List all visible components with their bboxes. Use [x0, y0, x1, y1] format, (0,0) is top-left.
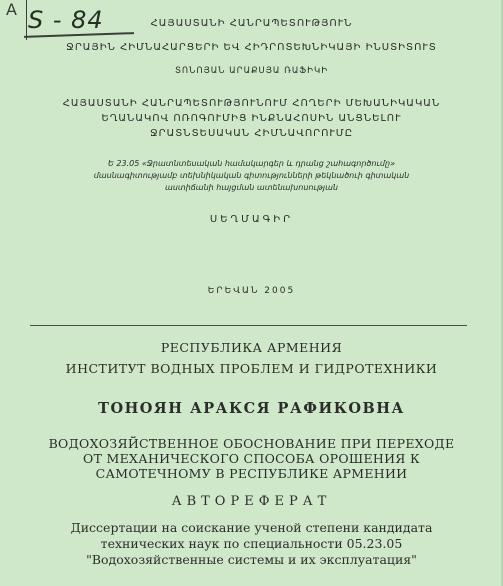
russian-dissertation-note: Диссертации на соискание ученой степени кандидата технических наук по специальности 05.23.05 "Водохозяйственные системы и их эксплуатация": [70, 520, 433, 567]
section-divider: [30, 325, 467, 326]
armenian-abstract-label: ՍԵՂՄԱԳԻՐ: [209, 214, 294, 225]
armenian-republic: ՀԱՅԱՍՏԱՆԻ ՀԱՆՐԱՊԵՏՈՒԹՅՈՒՆ: [150, 18, 353, 29]
armenian-institute: ՋՐԱՅԻՆ ՀԻՄՆԱՀԱՐՑԵՐԻ ԵՎ ՀԻԴՐՈՏԵԽՆԻԿԱՅԻ ԻՆՍՏԻՏՈՒՏ: [66, 42, 437, 53]
russian-republic: РЕСПУБЛИКА АРМЕНИЯ: [160, 340, 343, 355]
russian-abstract-label: АВТОРЕФЕРАТ: [171, 494, 332, 509]
russian-thesis-title: ВОДОХОЗЯЙСТВЕННОЕ ОБОСНОВАНИЕ ПРИ ПЕРЕХОДЕ ОТ МЕХАНИЧЕСКОГО СПОСОБА ОРОШЕНИЯ К САМОТЕЧНОМУ В РЕСПУБЛИКЕ АРМЕНИИ: [48, 436, 455, 481]
russian-author: ТОНОЯН АРАКСЯ РАФИКОВНА: [98, 400, 405, 417]
armenian-thesis-title: ՀԱՅԱՍՏԱՆԻ ՀԱՆՐԱՊԵՏՈՒԹՅՈՒՆՈՒՄ ՀՈՂԵՐԻ ՄԵԽԱՆԻԿԱԿԱՆ ԵՂԱՆԱԿՈՎ ՈՌՈԳՈՒՄԻՑ ԻՆՔՆԱՀՈՍԻՆ ԱՆՑՆԵԼՈՒ ՋՐԱՏՆՏԵՍԱԿԱՆ ՀԻՄՆԱՎՈՐՈՒՄԸ: [62, 98, 441, 139]
russian-institute: ИНСТИТУТ ВОДНЫХ ПРОБЛЕМ И ГИДРОТЕХНИКИ: [65, 361, 438, 376]
armenian-specialty: Ե 23.05 «Ջրատնտեսական համակարգեր և դրանց շահագործումը» մասնագիտությամբ տեխնիկական գիտությունների թեկնածուի գիտական աստիճանի հայցման ատենախոսության: [93, 159, 410, 192]
armenian-author: ՏՈՆՈՅԱՆ ԱՐԱՔՍՅԱ ՌԱՖԻԿԻ: [174, 66, 329, 76]
corner-letter: A: [6, 0, 17, 19]
handwritten-catalog-id: S - 84: [28, 6, 104, 34]
armenian-city-year: ԵՐԵՎԱՆ 2005: [207, 286, 296, 296]
